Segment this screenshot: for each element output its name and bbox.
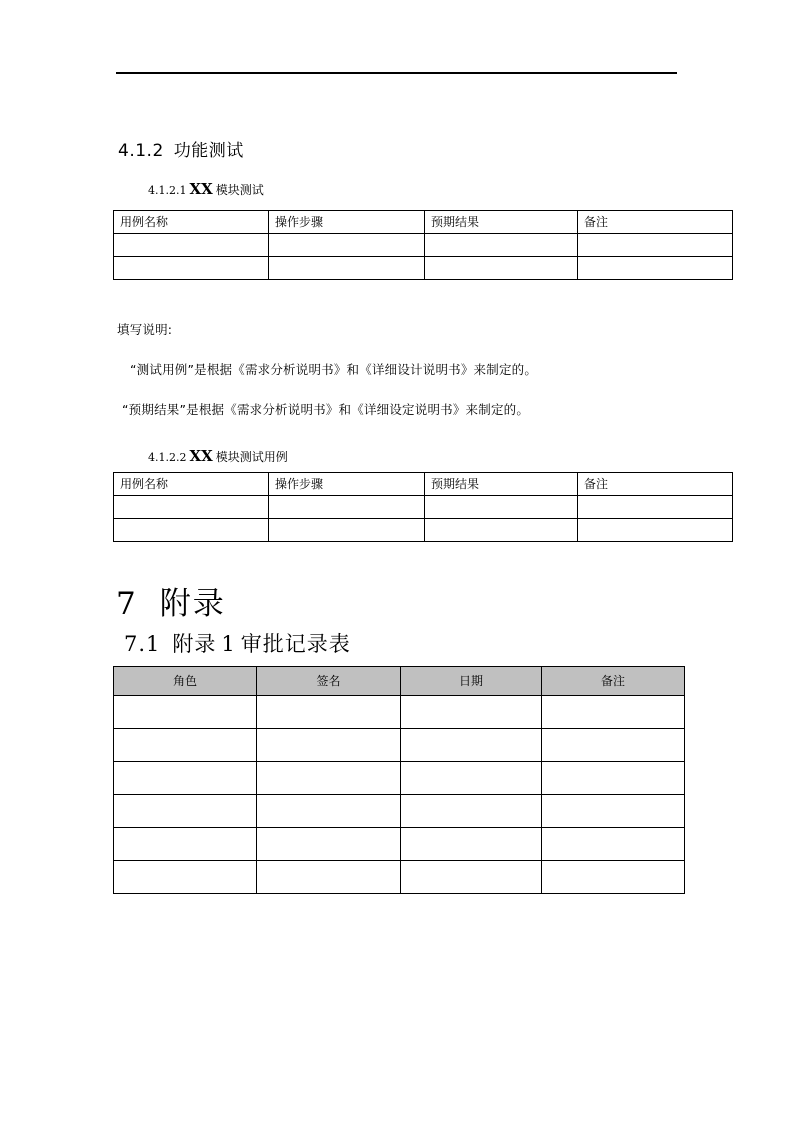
table-cell	[114, 496, 269, 519]
test-case-table-2	[113, 472, 733, 542]
table-row	[114, 519, 733, 542]
table-cell	[114, 257, 269, 280]
table-cell	[257, 828, 401, 861]
heading-appendix	[116, 578, 226, 623]
table-cell	[425, 234, 578, 257]
heading-functional-test	[118, 136, 244, 161]
table-header-cell: 预期结果	[425, 211, 578, 234]
table-header-cell: 用例名称	[114, 473, 269, 496]
table-cell	[269, 519, 425, 542]
table-cell	[257, 861, 401, 894]
table-cell	[542, 828, 685, 861]
table-cell	[257, 696, 401, 729]
table-cell	[401, 795, 542, 828]
table-cell	[114, 861, 257, 894]
heading-appendix-one-label: 附录	[172, 632, 217, 656]
page-header-rule	[116, 72, 677, 74]
notes-heading: 填写说明:	[117, 322, 173, 337]
heading-module-test-xx: XX	[189, 180, 213, 198]
table-cell	[401, 729, 542, 762]
table-row	[114, 861, 685, 894]
heading-appendix-one-title: 审批记录表	[240, 632, 351, 656]
heading-module-test-cases-xx: XX	[189, 447, 213, 465]
table-row	[114, 496, 733, 519]
heading-functional-test-number: 4.1.2	[118, 141, 164, 161]
heading-module-test-cases	[148, 447, 288, 465]
notes-line-2: “预期结果”是根据《需求分析说明书》和《详细设定说明书》来制定的。	[122, 402, 530, 417]
table-cell	[425, 257, 578, 280]
table-cell	[542, 795, 685, 828]
notes-line-1: “测试用例”是根据《需求分析说明书》和《详细设计说明书》来制定的。	[130, 362, 538, 377]
table-row	[114, 828, 685, 861]
heading-module-test-title: 模块测试	[215, 183, 264, 197]
approval-header-cell-signature: 签名	[257, 667, 401, 696]
table-cell	[257, 762, 401, 795]
table-header-cell: 用例名称	[114, 211, 269, 234]
table-cell	[578, 234, 733, 257]
table-header-cell: 备注	[578, 211, 733, 234]
table-header-cell: 操作步骤	[269, 211, 425, 234]
approval-header-cell-remarks: 备注	[542, 667, 685, 696]
heading-appendix-one-index: 1	[221, 632, 236, 656]
heading-module-test-number: 4.1.2.1	[148, 184, 187, 197]
table-cell	[257, 729, 401, 762]
table-cell	[542, 762, 685, 795]
approval-record-table	[113, 666, 685, 894]
table-header-cell: 预期结果	[425, 473, 578, 496]
heading-appendix-one	[124, 628, 351, 658]
table-cell	[578, 519, 733, 542]
table-row	[114, 696, 685, 729]
heading-functional-test-title: 功能测试	[173, 141, 244, 161]
table-row	[114, 729, 685, 762]
table-cell	[114, 696, 257, 729]
heading-appendix-number: 7	[116, 586, 138, 622]
table-cell	[114, 234, 269, 257]
table-row	[114, 762, 685, 795]
table-cell	[269, 496, 425, 519]
table-cell	[114, 795, 257, 828]
heading-module-test-cases-number: 4.1.2.2	[148, 451, 187, 464]
table-cell	[114, 762, 257, 795]
approval-header-row	[114, 667, 685, 696]
table-cell	[542, 696, 685, 729]
heading-module-test-cases-title: 模块测试用例	[215, 450, 288, 464]
table-header-cell: 操作步骤	[269, 473, 425, 496]
table-cell	[257, 795, 401, 828]
table-cell	[401, 696, 542, 729]
table-cell	[542, 861, 685, 894]
table-cell	[269, 234, 425, 257]
table-cell	[114, 828, 257, 861]
approval-header-cell-date: 日期	[401, 667, 542, 696]
table-row	[114, 257, 733, 280]
table-header-cell: 备注	[578, 473, 733, 496]
table-cell	[578, 496, 733, 519]
table-cell	[578, 257, 733, 280]
table-cell	[542, 729, 685, 762]
table-header-row	[114, 473, 733, 496]
heading-appendix-one-number: 7.1	[124, 632, 161, 656]
table-cell	[269, 257, 425, 280]
table-row	[114, 234, 733, 257]
table-cell	[425, 496, 578, 519]
heading-appendix-title: 附录	[159, 586, 226, 622]
table-cell	[401, 861, 542, 894]
test-case-table	[113, 210, 733, 280]
table-row	[114, 795, 685, 828]
heading-module-test	[148, 180, 264, 198]
table-cell	[401, 828, 542, 861]
table-cell	[425, 519, 578, 542]
table-cell	[401, 762, 542, 795]
table-cell	[114, 519, 269, 542]
table-header-row	[114, 211, 733, 234]
approval-header-cell-role: 角色	[114, 667, 257, 696]
table-cell	[114, 729, 257, 762]
